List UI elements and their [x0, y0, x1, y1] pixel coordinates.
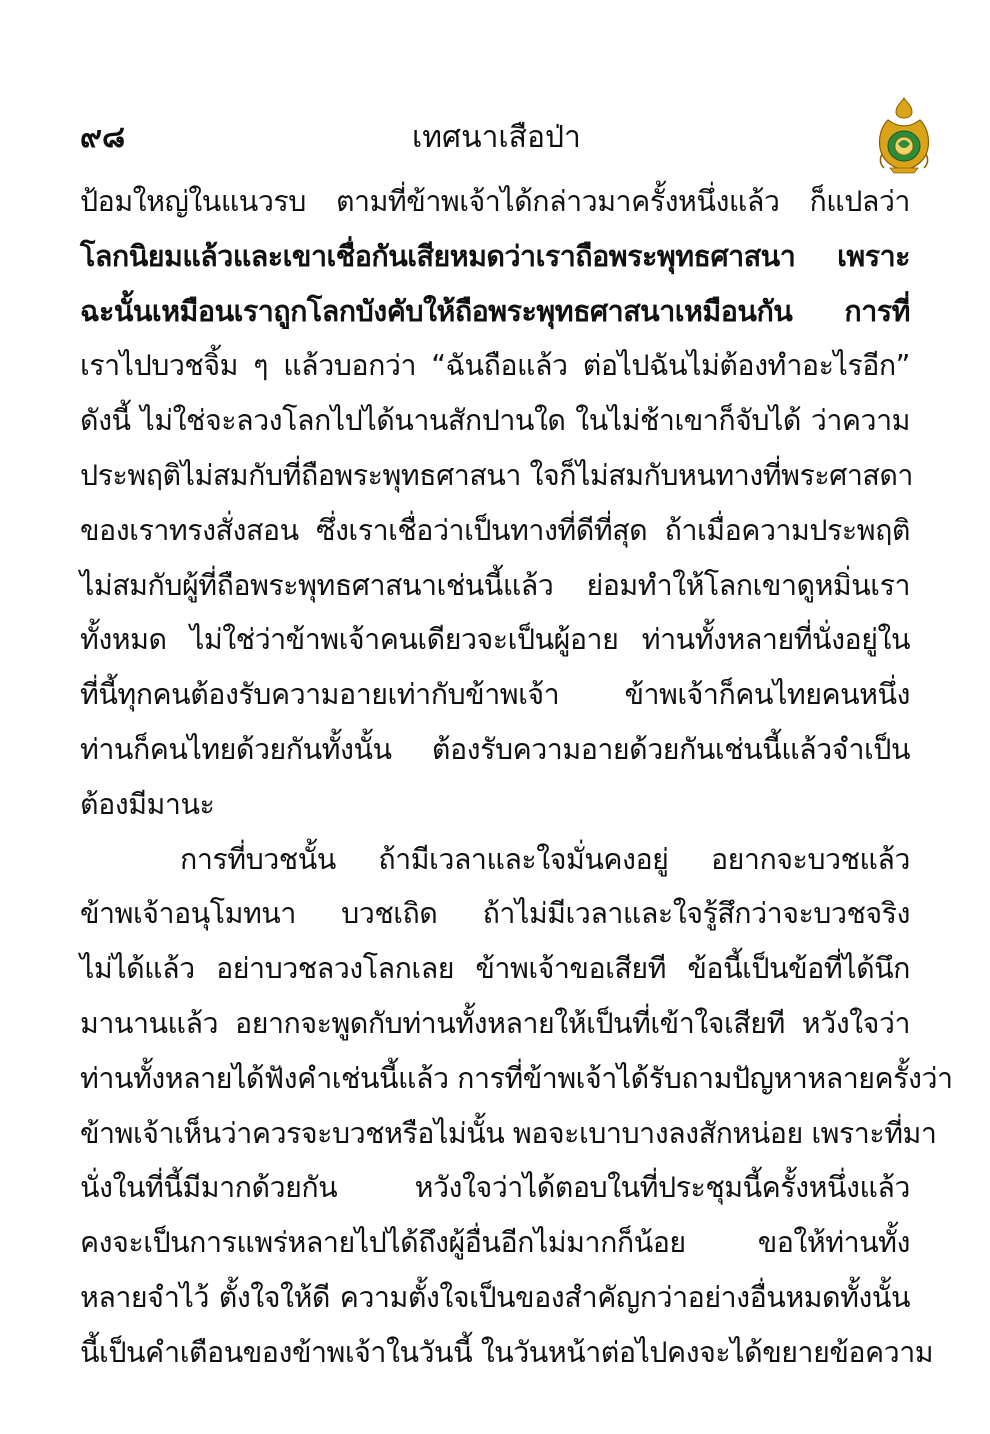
- text-line: ไม่สมกับผู้ที่ถือพระพุทธศาสนาเช่นนี้แล้ว ย่อมทำให้โลกเขาดูหมิ่นเรา: [80, 567, 910, 602]
- text-line: ประพฤติไม่สมกับที่ถือพระพุทธศาสนา ใจก็ไม่สมกับหนทางที่พระศาสดา: [80, 457, 913, 492]
- royal-emblem-icon: [874, 96, 934, 174]
- text-line: ป้อมใหญ่ในแนวรบ ตามที่ข้าพเจ้าได้กล่าวมาครั้งหนึ่งแล้ว ก็แปลว่า: [80, 184, 910, 218]
- page-number: ๙๘: [80, 120, 126, 155]
- text-line: คงจะเป็นการแพร่หลายไปได้ถึงผู้อื่นอีกไม่มากก็น้อย ขอให้ท่านทั้ง: [80, 1225, 910, 1260]
- text-line: มานานแล้ว อยากจะพูดกับท่านทั้งหลายให้เป็นที่เข้าใจเสียที หวังใจว่า: [80, 1005, 910, 1040]
- running-title: เทศนาเสือป่า: [412, 120, 581, 155]
- text-line: ท่านทั้งหลายได้ฟังคำเช่นนี้แล้ว การที่ข้าพเจ้าได้รับถามปัญหาหลายครั้งว่า: [80, 1060, 953, 1095]
- text-line: ต้องมีมานะ: [80, 786, 215, 821]
- text-line: การที่บวชนั้น ถ้ามีเวลาและใจมั่นคงอยู่ อยากจะบวชแล้ว: [180, 841, 910, 876]
- text-line: ที่นี้ทุกคนต้องรับความอายเท่ากับข้าพเจ้า ข้าพเจ้าก็คนไทยคนหนึ่ง: [80, 677, 910, 712]
- text-line: หลายจำไว้ ตั้งใจให้ดี ความตั้งใจเป็นของสำคัญกว่าอย่างอื่นหมดทั้งนั้น: [80, 1279, 910, 1314]
- text-line: นั่งในที่นี้มีมากด้วยกัน หวังใจว่าได้ตอบในที่ประชุมนี้ครั้งหนึ่งแล้ว: [80, 1170, 910, 1205]
- text-line: ดังนี้ ไม่ใช่จะลวงโลกไปได้นานสักปานใด ในไม่ช้าเขาก็จับได้ ว่าความ: [80, 403, 910, 438]
- text-line: ของเราทรงสั่งสอน ซึ่งเราเชื่อว่าเป็นทางที่ดีที่สุด ถ้าเมื่อความประพฤติ: [80, 512, 910, 547]
- text-line: ฉะนั้นเหมือนเราถูกโลกบังคับให้ถือพระพุทธศาสนาเหมือนกัน การที่: [80, 293, 910, 328]
- text-line: ทั้งหมด ไม่ใช่ว่าข้าพเจ้าคนเดียวจะเป็นผู้อาย ท่านทั้งหลายที่นั่งอยู่ใน: [80, 622, 910, 657]
- page-header: [0, 112, 990, 172]
- text-line: ไม่ได้แล้ว อย่าบวชลวงโลกเลย ข้าพเจ้าขอเสียที ข้อนี้เป็นข้อที่ได้นึก: [80, 951, 910, 986]
- text-line: ข้าพเจ้าอนุโมทนา บวชเถิด ถ้าไม่มีเวลาและใจรู้สึกว่าจะบวชจริง: [80, 896, 910, 931]
- text-line: ข้าพเจ้าเห็นว่าควรจะบวชหรือไม่นั้น พอจะเบาบางลงสักหน่อย เพราะที่มา: [80, 1115, 937, 1150]
- body-text: [80, 174, 953, 1380]
- text-line: นี้เป็นคำเตือนของข้าพเจ้าในวันนี้ ในวันหน้าต่อไปคงจะได้ขยายข้อความ: [80, 1334, 934, 1369]
- text-line: โลกนิยมแล้วและเขาเชื่อกันเสียหมดว่าเราถือพระพุทธศาสนา เพราะ: [80, 238, 910, 273]
- text-line: เราไปบวชจิ้ม ๆ แล้วบอกว่า “ฉันถือแล้ว ต่อไปฉันไม่ต้องทำอะไรอีก”: [80, 348, 910, 383]
- text-line: ท่านก็คนไทยด้วยกันทั้งนั้น ต้องรับความอายด้วยกันเช่นนี้แล้วจำเป็น: [80, 731, 910, 766]
